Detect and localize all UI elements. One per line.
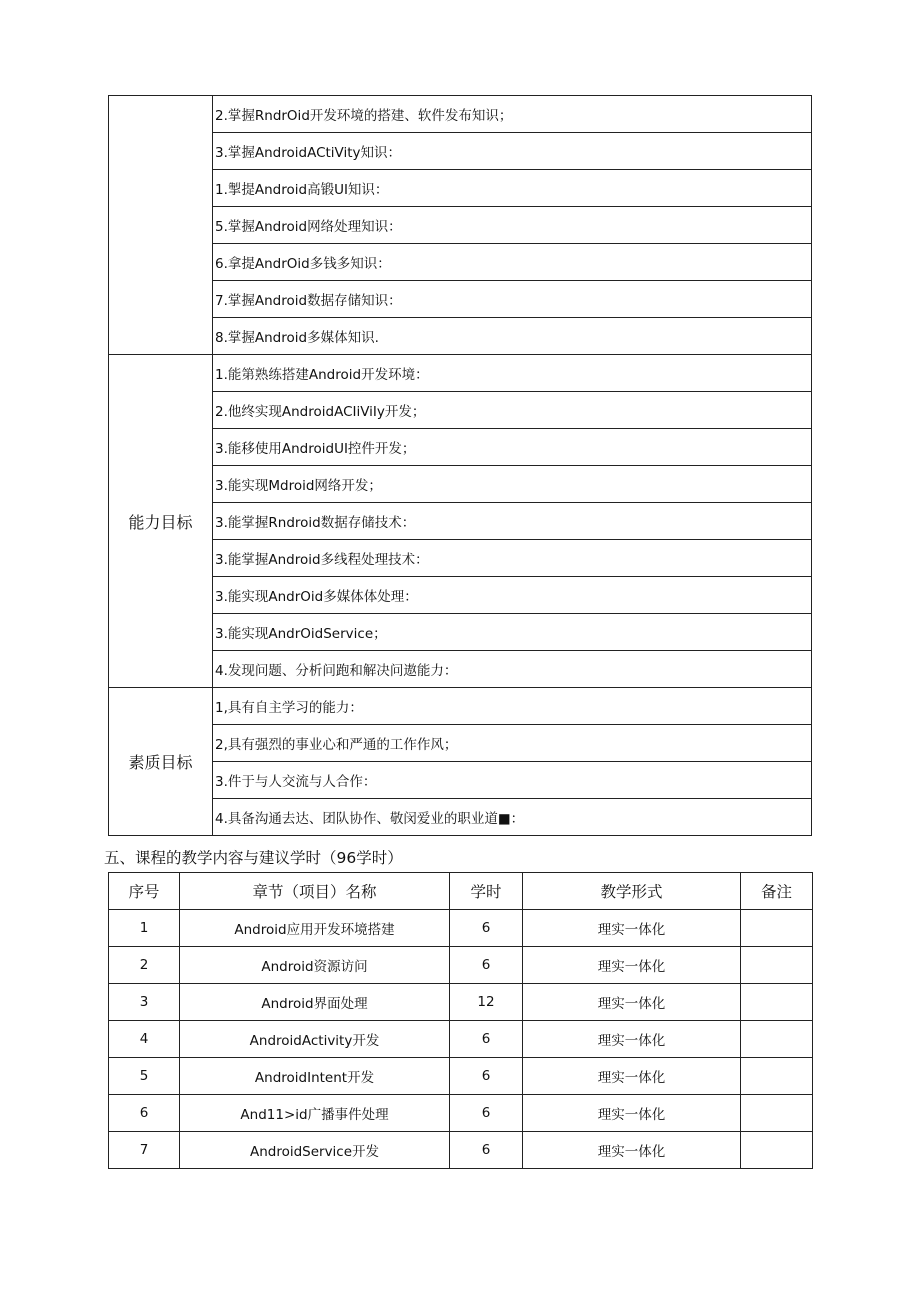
- cell-format: 理实一体化: [523, 947, 741, 984]
- column-header-format: 教学形式: [523, 873, 741, 910]
- ability-goal-label: 能力目标: [109, 355, 213, 688]
- ability-item: 3.能掌握Rndroid数据存储技术：: [213, 503, 812, 540]
- cell-notes: [741, 1132, 813, 1169]
- cell-chapter: AndroidActivity开发: [180, 1021, 450, 1058]
- table-row: [109, 244, 812, 281]
- cell-hours: 6: [450, 947, 523, 984]
- ability-item: 4.发现问题、分析问跑和解决问遨能力：: [213, 651, 812, 688]
- ability-item: 3.能实现AndrOidService；: [213, 614, 812, 651]
- table-row: [109, 355, 812, 392]
- cell-notes: [741, 1095, 813, 1132]
- cell-index: 4: [109, 1021, 180, 1058]
- cell-hours: 6: [450, 1021, 523, 1058]
- cell-notes: [741, 910, 813, 947]
- cell-index: 1: [109, 910, 180, 947]
- column-header-hours: 学时: [450, 873, 523, 910]
- table-row: [109, 170, 812, 207]
- cell-format: 理实一体化: [523, 1021, 741, 1058]
- table-row: [109, 910, 813, 947]
- ability-item: 1.能第熟练搭建Android开发环境：: [213, 355, 812, 392]
- table-row: [109, 1095, 813, 1132]
- cell-notes: [741, 1021, 813, 1058]
- cell-chapter: AndroidService开发: [180, 1132, 450, 1169]
- cell-notes: [741, 947, 813, 984]
- column-header-index: 序号: [109, 873, 180, 910]
- knowledge-item: 2.掌握RndrOid开发环境的搭建、软件发布知识；: [213, 96, 812, 133]
- cell-notes: [741, 984, 813, 1021]
- knowledge-item: 1.掣提Android高锻UI知识：: [213, 170, 812, 207]
- cell-chapter: Android资源访问: [180, 947, 450, 984]
- table-row: [109, 1058, 813, 1095]
- ability-item: 3.能实现Mdroid网络开发；: [213, 466, 812, 503]
- table-row: [109, 540, 812, 577]
- knowledge-item: 8.掌握Android多媒体知识.: [213, 318, 812, 355]
- cell-hours: 6: [450, 1132, 523, 1169]
- cell-index: 5: [109, 1058, 180, 1095]
- table-row: [109, 1132, 813, 1169]
- cell-hours: 6: [450, 1058, 523, 1095]
- table-row: [109, 281, 812, 318]
- quality-goal-label: 素质目标: [109, 688, 213, 836]
- knowledge-item: 6.拿提AndrOid多钱多知识：: [213, 244, 812, 281]
- section-heading: 五、课程的教学内容与建议学时（96学时）: [104, 849, 403, 867]
- column-header-notes: 备注: [741, 873, 813, 910]
- cell-chapter: Android应用开发环境搭建: [180, 910, 450, 947]
- cell-format: 理实一体化: [523, 910, 741, 947]
- table-row: [109, 503, 812, 540]
- table-row: [109, 466, 812, 503]
- table-row: [109, 133, 812, 170]
- cell-chapter: AndroidIntent开发: [180, 1058, 450, 1095]
- cell-chapter: And11>id广播事件处理: [180, 1095, 450, 1132]
- cell-notes: [741, 1058, 813, 1095]
- table-row: [109, 392, 812, 429]
- knowledge-goal-label-cell: [109, 96, 213, 355]
- cell-index: 6: [109, 1095, 180, 1132]
- table-row: [109, 429, 812, 466]
- table-row: [109, 577, 812, 614]
- ability-item: 3.能掌握Android多线程处理技术：: [213, 540, 812, 577]
- cell-hours: 12: [450, 984, 523, 1021]
- table-row: [109, 1021, 813, 1058]
- cell-format: 理实一体化: [523, 1095, 741, 1132]
- table-row: [109, 96, 812, 133]
- ability-item: 2.他终实现AndroidACIiViIy开发；: [213, 392, 812, 429]
- ability-item: 3.能移使用AndroidUI控件开发；: [213, 429, 812, 466]
- table-row: [109, 651, 812, 688]
- course-goals-table: [108, 95, 812, 836]
- table-row: [109, 799, 812, 836]
- cell-format: 理实一体化: [523, 1132, 741, 1169]
- cell-hours: 6: [450, 1095, 523, 1132]
- table-row: [109, 725, 812, 762]
- cell-hours: 6: [450, 910, 523, 947]
- table-row: [109, 688, 812, 725]
- ability-item: 3.能实现AndrOid多媒体体处理：: [213, 577, 812, 614]
- cell-format: 理实一体化: [523, 984, 741, 1021]
- table-row: [109, 947, 813, 984]
- quality-item: 1,具有自主学习的能力：: [213, 688, 812, 725]
- table-row: [109, 207, 812, 244]
- cell-format: 理实一体化: [523, 1058, 741, 1095]
- table-row: [109, 762, 812, 799]
- table-row: [109, 318, 812, 355]
- table-header-row: [109, 873, 813, 910]
- cell-index: 7: [109, 1132, 180, 1169]
- quality-item: 3.件于与人交流与人合作：: [213, 762, 812, 799]
- quality-item: 4.具备沟通去达、团队协作、敬闵爱业的职业道■：: [213, 799, 812, 836]
- course-content-table: [108, 872, 813, 1169]
- table-row: [109, 614, 812, 651]
- cell-index: 2: [109, 947, 180, 984]
- cell-chapter: Android界面处理: [180, 984, 450, 1021]
- column-header-chapter: 章节（项目）名称: [180, 873, 450, 910]
- table-row: [109, 984, 813, 1021]
- knowledge-item: 7.掌握Android数据存储知识：: [213, 281, 812, 318]
- cell-index: 3: [109, 984, 180, 1021]
- knowledge-item: 5.掌握Android网络处理知识：: [213, 207, 812, 244]
- knowledge-item: 3.掌握AndroidACtiVity知识：: [213, 133, 812, 170]
- quality-item: 2,具有强烈的事业心和严通的工作作风；: [213, 725, 812, 762]
